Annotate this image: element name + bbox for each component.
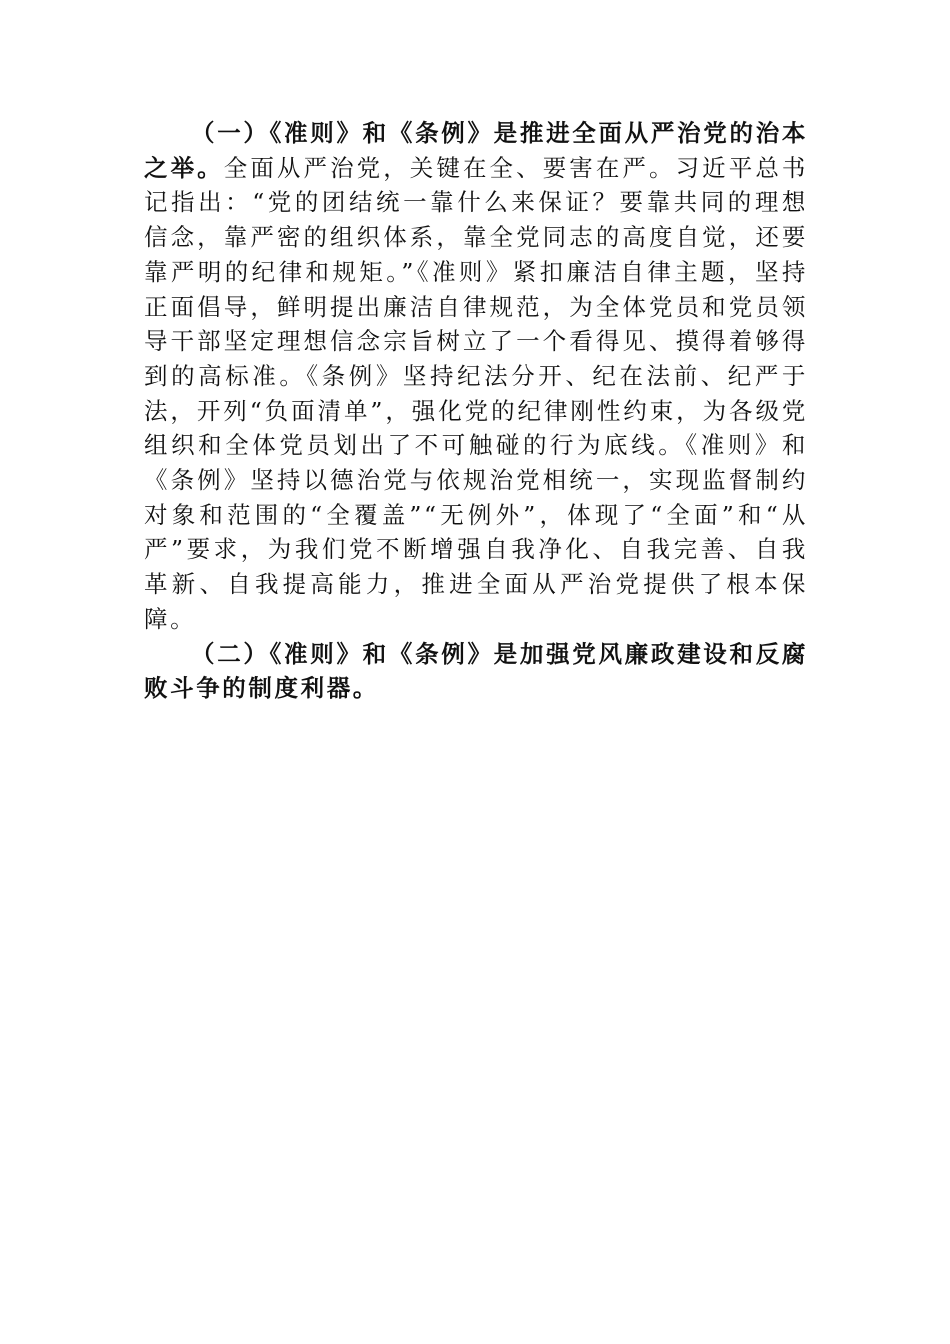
- paragraph-1-heading: （一）《准则》和《条例》是推进全面从严治党的治本之举。: [144, 119, 808, 182]
- paragraph-2: [144, 637, 808, 706]
- paragraph-1: [144, 116, 808, 637]
- paragraph-2-heading: （二）《准则》和《条例》是加强党风廉政建设和反腐败斗争的制度利器。: [144, 639, 808, 703]
- document-body: [144, 116, 808, 706]
- paragraph-1-text: 全面从严治党，关键在全、要害在严。习近平总书记指出：“党的团结统一靠什么来保证？要靠共同的理想信念，靠严密的组织体系，靠全党同志的高度自觉，还要靠严明的纪律和规矩。”《准则》紧扣廉洁自律主题，坚持正面倡导，鲜明提出廉洁自律规范，为全体党员和党员领导干部坚定理想信念宗旨树立了一个看得见、摸得着够得到的高标准。《条例》坚持纪法分开、纪在法前、纪严于法，开列“负面清单”，强化党的纪律刚性约束，为各级党组织和全体党员划出了不可触碰的行为底线。《准则》和《条例》坚持以德治党与依规治党相统一，实现监督制约对象和范围的“全覆盖”“无例外”，体现了“全面”和“从严”要求，为我们党不断增强自我净化、自我完善、自我革新、自我提高能力，推进全面从严治党提供了根本保障。: [144, 153, 808, 633]
